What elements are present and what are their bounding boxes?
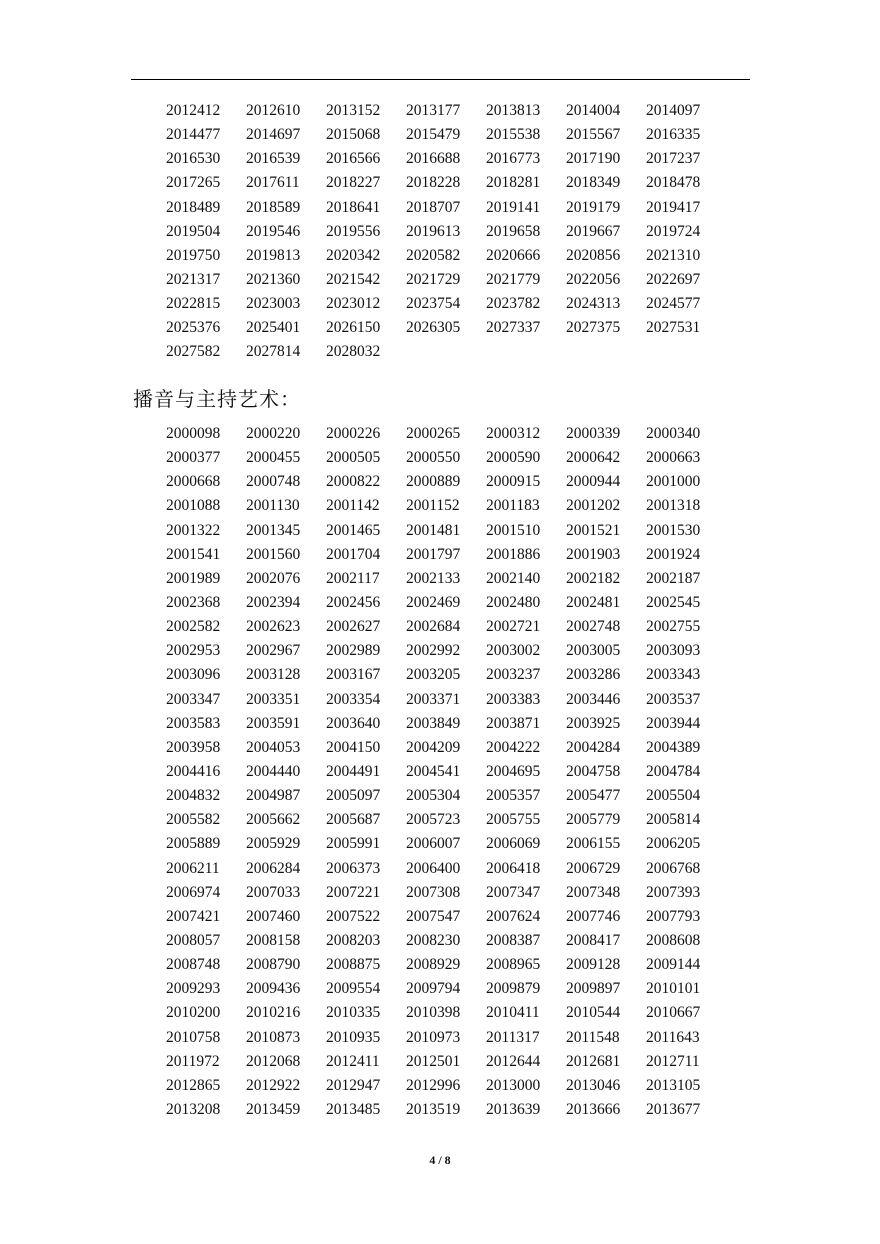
number-cell: 2000748 (246, 473, 301, 491)
number-cell: 2010935 (326, 1028, 381, 1046)
number-cell: 2003958 (166, 738, 221, 756)
number-cell: 2024313 (566, 295, 621, 313)
number-cell: 2013666 (566, 1100, 621, 1118)
number-cell: 2013177 (406, 102, 461, 119)
number-cell: 2007522 (326, 907, 381, 925)
number-cell: 2002133 (406, 569, 461, 587)
number-cell: 2019658 (486, 222, 541, 240)
number-cell: 2006007 (406, 835, 461, 853)
number-cell: 2000590 (486, 449, 541, 467)
number-cell: 2008387 (486, 931, 541, 949)
number-cell: 2010335 (326, 1004, 381, 1022)
number-cell: 2004284 (566, 738, 621, 756)
number-cell: 2004784 (646, 762, 701, 780)
number-cell: 2021310 (646, 246, 701, 264)
number-cell: 2008203 (326, 931, 381, 949)
number-cell: 2023012 (326, 295, 381, 313)
number-cell: 2019813 (246, 246, 301, 264)
number-cell: 2002582 (166, 618, 221, 636)
number-cell: 2001924 (646, 545, 701, 563)
number-cell: 2004987 (246, 787, 301, 805)
number-cell: 2001088 (166, 497, 221, 515)
number-cell: 2018589 (246, 198, 301, 216)
number-cell: 2027814 (246, 343, 301, 361)
number-cell: 2012068 (246, 1052, 301, 1070)
number-cell: 2001318 (646, 497, 701, 515)
number-cell: 2001903 (566, 545, 621, 563)
number-cell: 2012501 (406, 1052, 461, 1070)
number-cell: 2002117 (326, 569, 380, 587)
number-cell: 2015068 (326, 126, 381, 144)
number-cell: 2017237 (646, 150, 701, 168)
page-number: 4 / 8 (429, 1153, 451, 1167)
number-cell: 2012865 (166, 1076, 221, 1094)
number-cell: 2011548 (566, 1028, 620, 1046)
number-cell: 2004491 (326, 762, 381, 780)
number-cell: 2012411 (326, 1052, 380, 1070)
number-cell: 2014477 (166, 126, 221, 144)
number-cell: 2023003 (246, 295, 301, 313)
number-cell: 2019750 (166, 246, 221, 264)
number-cell: 2006400 (406, 859, 461, 877)
number-cell: 2002394 (246, 593, 301, 611)
number-cell: 2002748 (566, 618, 621, 636)
number-cell: 2000098 (166, 425, 221, 442)
number-cell: 2018281 (486, 174, 541, 192)
number-cell: 2015479 (406, 126, 461, 144)
number-cell: 2002140 (486, 569, 541, 587)
number-cell: 2014697 (246, 126, 301, 144)
number-cell: 2005814 (646, 811, 701, 829)
number-cell: 2002684 (406, 618, 461, 636)
number-cell: 2025376 (166, 319, 221, 337)
number-cell: 2003167 (326, 666, 381, 684)
number-cell: 2013152 (326, 102, 381, 119)
number-cell: 2003591 (246, 714, 301, 732)
number-cell: 2003583 (166, 714, 221, 732)
number-cell: 2003128 (246, 666, 301, 684)
number-cell: 2018641 (326, 198, 381, 216)
number-cell: 2000226 (326, 425, 381, 442)
number-cell: 2007348 (566, 883, 621, 901)
number-cell: 2003383 (486, 690, 541, 708)
number-cell: 2018707 (406, 198, 461, 216)
number-cell: 2022815 (166, 295, 221, 313)
number-cell: 2003537 (646, 690, 701, 708)
number-cell: 2013519 (406, 1100, 461, 1118)
number-cell: 2003944 (646, 714, 701, 732)
number-cell: 2001704 (326, 545, 381, 563)
number-cell: 2019724 (646, 222, 701, 240)
number-cell: 2000505 (326, 449, 381, 467)
number-cell: 2000220 (246, 425, 301, 442)
number-cell: 2010973 (406, 1028, 461, 1046)
number-cell: 2007033 (246, 883, 301, 901)
number-cell: 2011317 (486, 1028, 540, 1046)
number-cell: 2003002 (486, 642, 541, 660)
number-cell: 2010873 (246, 1028, 301, 1046)
number-cell: 2008057 (166, 931, 221, 949)
number-cell: 2003343 (646, 666, 701, 684)
number-cell: 2021779 (486, 270, 541, 288)
number-cell: 2002627 (326, 618, 381, 636)
number-cell: 2020582 (406, 246, 461, 264)
number-cell: 2007793 (646, 907, 701, 925)
number-cell: 2005304 (406, 787, 461, 805)
number-cell: 2001510 (486, 521, 541, 539)
number-cell: 2004222 (486, 738, 541, 756)
number-cell: 2016688 (406, 150, 461, 168)
number-cell: 2005687 (326, 811, 381, 829)
number-cell: 2000312 (486, 425, 541, 442)
number-cell: 2008790 (246, 956, 301, 974)
number-cell: 2016773 (486, 150, 541, 168)
number-cell: 2006373 (326, 859, 381, 877)
number-cell: 2009144 (646, 956, 701, 974)
number-cell: 2028032 (326, 343, 381, 361)
number-cell: 2003871 (486, 714, 541, 732)
number-cell: 2002187 (646, 569, 701, 587)
number-cell: 2000455 (246, 449, 301, 467)
number-cell: 2005504 (646, 787, 701, 805)
number-cell: 2002721 (486, 618, 541, 636)
number-cell: 2001000 (646, 473, 701, 491)
number-cell: 2007547 (406, 907, 461, 925)
number-cell: 2009897 (566, 980, 621, 998)
number-cell: 2019613 (406, 222, 461, 240)
number-cell: 2015567 (566, 126, 621, 144)
number-cell: 2006069 (486, 835, 541, 853)
number-cell: 2009794 (406, 980, 461, 998)
number-cell: 2013208 (166, 1100, 221, 1118)
number-cell: 2005929 (246, 835, 301, 853)
number-cell: 2018349 (566, 174, 621, 192)
number-cell: 2016566 (326, 150, 381, 168)
number-cell: 2005991 (326, 835, 381, 853)
number-cell: 2009128 (566, 956, 621, 974)
number-cell: 2001152 (406, 497, 460, 515)
number-cell: 2008158 (246, 931, 301, 949)
number-cell: 2013105 (646, 1076, 701, 1094)
number-cell: 2019546 (246, 222, 301, 240)
number-cell: 2021542 (326, 270, 381, 288)
number-cell: 2007221 (326, 883, 381, 901)
number-cell: 2019667 (566, 222, 621, 240)
number-cell: 2017190 (566, 150, 621, 168)
number-cell: 2010216 (246, 1004, 301, 1022)
number-cell: 2001541 (166, 545, 221, 563)
number-cell: 2023782 (486, 295, 541, 313)
number-cell: 2004416 (166, 762, 221, 780)
number-cell: 2006768 (646, 859, 701, 877)
number-cell: 2008875 (326, 956, 381, 974)
number-cell: 2001560 (246, 545, 301, 563)
number-cell: 2013000 (486, 1076, 541, 1094)
number-cell: 2013813 (486, 102, 541, 119)
number-cell: 2019504 (166, 222, 221, 240)
number-cell: 2003347 (166, 690, 221, 708)
number-cell: 2009879 (486, 980, 541, 998)
number-cell: 2008230 (406, 931, 461, 949)
number-cell: 2003093 (646, 642, 701, 660)
number-cell: 2005889 (166, 835, 221, 853)
number-cell: 2003351 (246, 690, 301, 708)
number-cell: 2002545 (646, 593, 701, 611)
number-cell: 2000663 (646, 449, 701, 467)
number-cell: 2007460 (246, 907, 301, 925)
number-cell: 2001322 (166, 521, 221, 539)
number-cell: 2014004 (566, 102, 621, 119)
number-cell: 2006729 (566, 859, 621, 877)
number-cell: 2003849 (406, 714, 461, 732)
number-cell: 2010411 (486, 1004, 540, 1022)
number-cell: 2000340 (646, 425, 701, 442)
number-cell: 2006211 (166, 859, 220, 877)
number-cell: 2012412 (166, 102, 221, 119)
number-cell: 2015538 (486, 126, 541, 144)
number-cell: 2004541 (406, 762, 461, 780)
number-cell: 2000265 (406, 425, 461, 442)
number-cell: 2013046 (566, 1076, 621, 1094)
number-cell: 2013639 (486, 1100, 541, 1118)
number-cell: 2008965 (486, 956, 541, 974)
number-cell: 2000550 (406, 449, 461, 467)
number-cell: 2016335 (646, 126, 701, 144)
number-cell: 2006205 (646, 835, 701, 853)
number-cell: 2020666 (486, 246, 541, 264)
number-cell: 2022056 (566, 270, 621, 288)
number-cell: 2006418 (486, 859, 541, 877)
number-cell: 2009293 (166, 980, 221, 998)
number-cell: 2003005 (566, 642, 621, 660)
number-cell: 2019179 (566, 198, 621, 216)
number-cell: 2003096 (166, 666, 221, 684)
number-cell: 2002456 (326, 593, 381, 611)
number-cell: 2016539 (246, 150, 301, 168)
number-cell: 2021729 (406, 270, 461, 288)
number-cell: 2008929 (406, 956, 461, 974)
number-cell: 2002469 (406, 593, 461, 611)
number-cell: 2001521 (566, 521, 621, 539)
number-cell: 2017265 (166, 174, 221, 192)
number-cell: 2007308 (406, 883, 461, 901)
number-cell: 2011972 (166, 1052, 220, 1070)
number-cell: 2019141 (486, 198, 541, 216)
number-cell: 2022697 (646, 270, 701, 288)
number-cell: 2012947 (326, 1076, 381, 1094)
number-cell: 2008748 (166, 956, 221, 974)
number-cell: 2012644 (486, 1052, 541, 1070)
number-cell: 2026150 (326, 319, 381, 337)
number-cell: 2013459 (246, 1100, 301, 1118)
number-cell: 2026305 (406, 319, 461, 337)
number-cell: 2000944 (566, 473, 621, 491)
number-cell: 2019417 (646, 198, 701, 216)
number-cell: 2003446 (566, 690, 621, 708)
number-list-continued (166, 99, 726, 365)
number-cell: 2005582 (166, 811, 221, 829)
number-cell: 2001989 (166, 569, 221, 587)
number-cell: 2027531 (646, 319, 701, 337)
number-cell: 2018478 (646, 174, 701, 192)
number-cell: 2012922 (246, 1076, 301, 1094)
number-cell: 2005477 (566, 787, 621, 805)
number-cell: 2004389 (646, 738, 701, 756)
number-cell: 2002076 (246, 569, 301, 587)
number-cell: 2006155 (566, 835, 621, 853)
number-cell: 2027337 (486, 319, 541, 337)
number-cell: 2005097 (326, 787, 381, 805)
number-cell: 2001465 (326, 521, 381, 539)
number-cell: 2007421 (166, 907, 221, 925)
number-cell: 2002992 (406, 642, 461, 660)
number-cell: 2000668 (166, 473, 221, 491)
number-cell: 2021317 (166, 270, 221, 288)
number-cell: 2004832 (166, 787, 221, 805)
number-cell: 2027582 (166, 343, 221, 361)
number-cell: 2013485 (326, 1100, 381, 1118)
section-heading: 播音与主持艺术： (133, 387, 301, 411)
number-cell: 2020342 (326, 246, 381, 264)
number-cell: 2003286 (566, 666, 621, 684)
number-cell: 2016530 (166, 150, 221, 168)
number-cell: 2003371 (406, 690, 461, 708)
number-cell: 2020856 (566, 246, 621, 264)
header-rule (131, 79, 750, 80)
number-cell: 2002755 (646, 618, 701, 636)
number-cell: 2021360 (246, 270, 301, 288)
number-cell: 2006974 (166, 883, 221, 901)
number-cell: 2007393 (646, 883, 701, 901)
number-cell: 2008417 (566, 931, 621, 949)
number-cell: 2004758 (566, 762, 621, 780)
number-cell: 2003205 (406, 666, 461, 684)
number-cell: 2001530 (646, 521, 701, 539)
number-cell: 2002967 (246, 642, 301, 660)
number-cell: 2003925 (566, 714, 621, 732)
number-cell: 2010101 (646, 980, 701, 998)
number-cell: 2006284 (246, 859, 301, 877)
number-cell: 2012711 (646, 1052, 700, 1070)
number-cell: 2001183 (486, 497, 540, 515)
number-cell: 2003354 (326, 690, 381, 708)
number-cell: 2018227 (326, 174, 381, 192)
number-cell: 2002368 (166, 593, 221, 611)
number-cell: 2002953 (166, 642, 221, 660)
number-cell: 2000915 (486, 473, 541, 491)
number-cell: 2001202 (566, 497, 621, 515)
number-cell: 2005357 (486, 787, 541, 805)
number-cell: 2001886 (486, 545, 541, 563)
number-cell: 2012996 (406, 1076, 461, 1094)
number-cell: 2003640 (326, 714, 381, 732)
number-cell: 2001481 (406, 521, 461, 539)
number-cell: 2000822 (326, 473, 381, 491)
number-cell: 2002989 (326, 642, 381, 660)
number-cell: 2001797 (406, 545, 461, 563)
number-cell: 2000377 (166, 449, 221, 467)
number-cell: 2010200 (166, 1004, 221, 1022)
number-cell: 2011643 (646, 1028, 700, 1046)
number-cell: 2004440 (246, 762, 301, 780)
number-cell: 2000642 (566, 449, 621, 467)
number-cell: 2000339 (566, 425, 621, 442)
number-cell: 2007624 (486, 907, 541, 925)
number-cell: 2010758 (166, 1028, 221, 1046)
number-cell: 2005779 (566, 811, 621, 829)
number-cell: 2002182 (566, 569, 621, 587)
number-cell: 2012681 (566, 1052, 621, 1070)
number-cell: 2007746 (566, 907, 621, 925)
number-cell: 2024577 (646, 295, 701, 313)
number-cell: 2005723 (406, 811, 461, 829)
number-cell: 2009554 (326, 980, 381, 998)
number-cell: 2014097 (646, 102, 701, 119)
number-cell: 2001130 (246, 497, 300, 515)
number-cell: 2004209 (406, 738, 461, 756)
number-cell: 2012610 (246, 102, 301, 119)
number-cell: 2004053 (246, 738, 301, 756)
number-cell: 2017611 (246, 174, 300, 192)
number-cell: 2013677 (646, 1100, 701, 1118)
number-cell: 2009436 (246, 980, 301, 998)
number-cell: 2010398 (406, 1004, 461, 1022)
number-cell: 2002481 (566, 593, 621, 611)
number-cell: 2018228 (406, 174, 461, 192)
number-cell: 2023754 (406, 295, 461, 313)
number-cell: 2001142 (326, 497, 380, 515)
number-cell: 2027375 (566, 319, 621, 337)
number-cell: 2025401 (246, 319, 301, 337)
number-cell: 2005755 (486, 811, 541, 829)
number-cell: 2010544 (566, 1004, 621, 1022)
number-list-broadcasting (166, 422, 726, 1122)
number-cell: 2002480 (486, 593, 541, 611)
number-cell: 2003237 (486, 666, 541, 684)
number-cell: 2004150 (326, 738, 381, 756)
number-cell: 2019556 (326, 222, 381, 240)
number-cell: 2002623 (246, 618, 301, 636)
number-cell: 2010667 (646, 1004, 701, 1022)
number-cell: 2005662 (246, 811, 301, 829)
number-cell: 2018489 (166, 198, 221, 216)
number-cell: 2008608 (646, 931, 701, 949)
number-cell: 2007347 (486, 883, 541, 901)
number-cell: 2004695 (486, 762, 541, 780)
number-cell: 2001345 (246, 521, 301, 539)
number-cell: 2000889 (406, 473, 461, 491)
